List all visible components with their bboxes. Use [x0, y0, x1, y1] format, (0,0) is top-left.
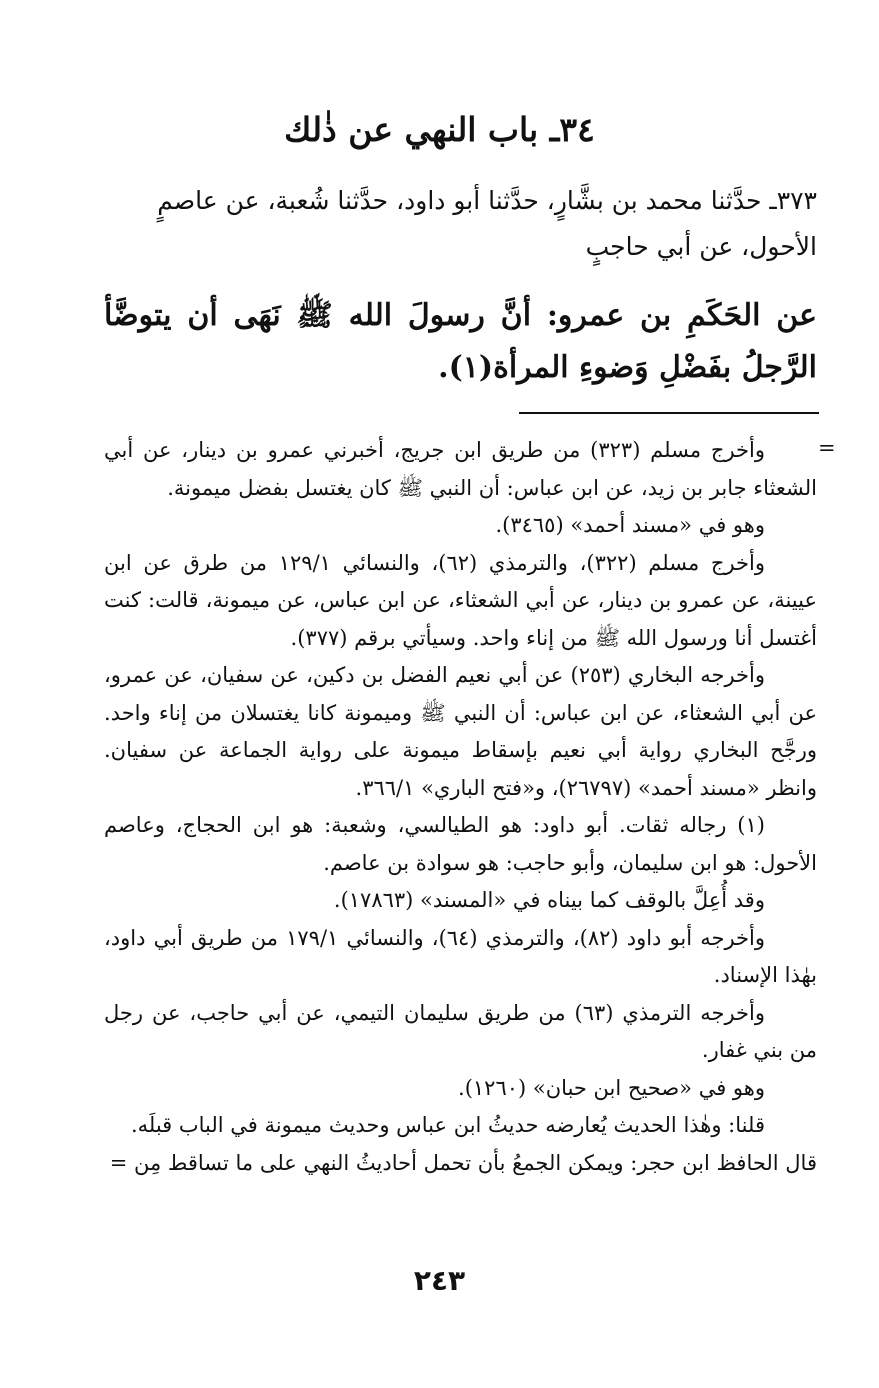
chapter-title: ٣٤ـ باب النهي عن ذٰلك: [284, 110, 595, 149]
footnote-paragraph: وأخرجه الترمذي (٦٣) من طريق سليمان التيمي، عن أبي حاجب، عن رجل من بني غفار.: [104, 1000, 817, 1062]
footnote-paragraph: وقد أُعِلَّ بالوقف كما بيناه في «المسند» (١٧٨٦٣).: [333, 888, 765, 912]
footnote-paragraph: وأخرج مسلم (٣٢٢)، والترمذي (٦٢)، والنسائي ١٢٩/١ من طرق عن ابن عيينة، عن عمرو بن دينار، عن أبي الشعثاء، عن ابن عباس، عن ميمونة، قالت: كنت أغتسل أنا ورسول الله ﷺ من إناء واحد. وسيأتي برقم (٣٧٧).: [104, 550, 817, 650]
footnote-paragraph: وهو في «صحيح ابن حبان» (١٢٦٠).: [458, 1075, 765, 1100]
page-number: ٢٤٣: [413, 1264, 466, 1297]
footnote-paragraph: (١) رجاله ثقات. أبو داود: هو الطيالسي، وشعبة: هو ابن الحجاج، وعاصم الأحول: هو ابن سليمان، وأبو حاجب: هو سوادة بن عاصم.: [104, 813, 817, 875]
hadith-chain-line: ٣٧٣ـ حدَّثنا محمد بن بشَّارٍ، حدَّثنا أبو داود، حدَّثنا شُعبة، عن عاصمٍ: [157, 186, 817, 215]
footnotes: [104, 432, 817, 1182]
footnote-divider: [519, 412, 819, 414]
footnote-paragraph: وهو في «مسند أحمد» (٣٤٦٥).: [495, 513, 765, 537]
hadith-chain-of-narration: [104, 178, 817, 270]
footnote-paragraph: وأخرجه البخاري (٢٥٣) عن أبي نعيم الفضل بن دكين، عن سفيان، عن عمرو، عن أبي الشعثاء، عن ابن عباس: أن النبي ﷺ وميمونة كانا يغتسلان من إناء واحد. ورجَّح البخاري رواية أبي نعيم بإسقاط ميمونة على رواية الجماعة عن سفيان. وانظر «مسند أحمد» (٢٦٧٩٧)، و«فتح الباري» ٣٦٦/١.: [104, 663, 818, 800]
footnote-paragraph: وأخرج مسلم (٣٢٣) من طريق ابن جريج، أخبرني عمرو بن دينار، عن أبي الشعثاء جابر بن زيد، عن ابن عباس: أن النبي ﷺ كان يغتسل بفضل ميمونة.: [104, 438, 817, 500]
hadith-text: عن الحَكَمِ بن عمرو: أنَّ رسولَ الله ﷺ نَهَى أن يتوضَّأ الرَّجلُ بفَضْلِ وَضوءِ المرأة(١).: [104, 298, 817, 385]
hadith-chain-line: الأحول، عن أبي حاجبٍ: [585, 232, 817, 261]
footnote-paragraph: قال الحافظ ابن حجر: ويمكن الجمعُ بأن تحمل أحاديثُ النهي على ما تساقط مِن =: [109, 1150, 817, 1175]
continuation-mark: =: [818, 436, 836, 460]
footnote-paragraph: قلنا: وهٰذا الحديث يُعارضه حديثُ ابن عباس وحديث ميمونة في الباب قبلَه.: [130, 1113, 765, 1137]
footnote-paragraph: وأخرجه أبو داود (٨٢)، والترمذي (٦٤)، والنسائي ١٧٩/١ من طريق أبي داود، بهٰذا الإسناد.: [104, 925, 817, 987]
